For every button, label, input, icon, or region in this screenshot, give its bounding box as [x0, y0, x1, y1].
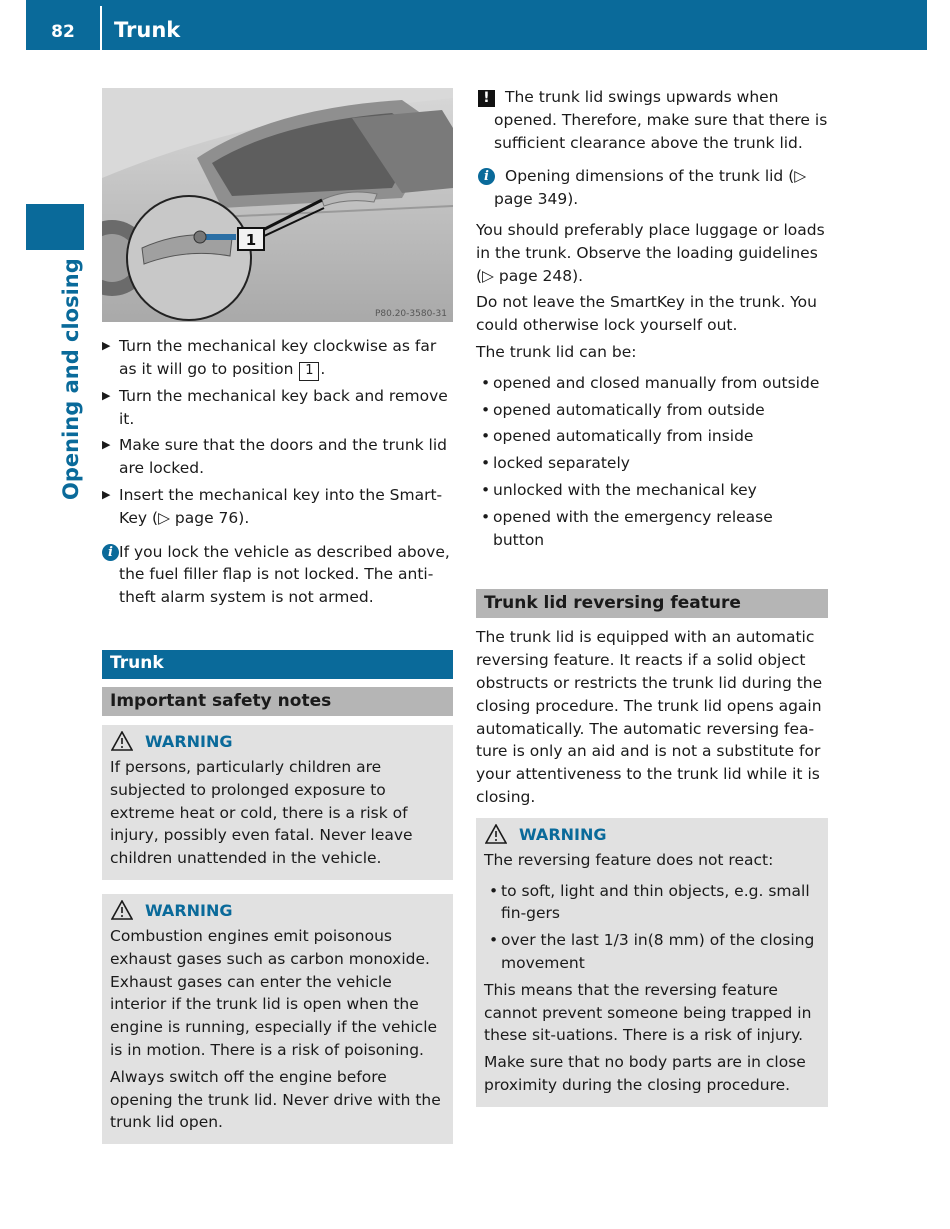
warning-label: WARNING: [519, 824, 607, 844]
step-text: Turn the mechanical key back and remove it.: [119, 386, 448, 428]
warning-triangle-icon: [111, 731, 133, 751]
subsection-heading-safety: Important safety notes: [102, 687, 453, 716]
step-item: [102, 484, 453, 530]
warning-label: WARNING: [145, 900, 233, 920]
chapter-label: Opening and closing: [59, 258, 83, 500]
trunk-lid-options-list: [476, 372, 828, 552]
arrow-right-icon: ▶: [102, 487, 111, 501]
bullet-icon: •: [489, 931, 499, 950]
step-text: Turn the mechanical key clockwise as far as it will go to position: [119, 337, 437, 378]
list-item: • over the last 1/3 in(8 mm) of the closing movement: [489, 931, 815, 972]
list-item: • opened and closed manually from outside: [476, 372, 828, 395]
step-item: [102, 434, 453, 480]
subsection-heading-reversing: Trunk lid reversing feature: [476, 589, 828, 618]
bullet-icon: •: [481, 373, 491, 392]
warning-text: This means that the reversing feature cannot prevent someone being trapped in these sit-uations. There is a risk of injury.: [484, 980, 812, 1045]
warning-bullet-list: [484, 880, 820, 975]
image-code: P80.20-3580-31: [374, 309, 447, 319]
warning-box: [476, 818, 828, 1107]
info-icon: i: [102, 544, 119, 561]
header-divider: [100, 6, 102, 50]
info-icon: i: [478, 168, 495, 185]
body-paragraph: The trunk lid can be:: [476, 342, 637, 361]
chapter-tab: [26, 204, 84, 250]
list-item: • opened with the emergency release button: [481, 507, 773, 549]
step-text: Insert the mechanical key into the Smart-Key (▷ page 76).: [119, 485, 443, 527]
list-item: • locked separately: [476, 452, 828, 475]
section-heading-trunk: Trunk: [102, 650, 453, 679]
callout-number: 1: [245, 231, 257, 249]
position-marker: 1: [299, 362, 319, 381]
list-item: • unlocked with the mechanical key: [476, 479, 828, 502]
body-paragraph: You should preferably place luggage or loads in the trunk. Observe the loading guidelines (▷ page 248).: [476, 220, 825, 285]
info-note: [476, 165, 828, 211]
warning-heading: [110, 897, 445, 925]
warning-heading: [110, 728, 445, 756]
page-header: [26, 0, 927, 50]
list-item: • opened automatically from outside: [476, 399, 828, 422]
page-title: Trunk: [114, 18, 181, 42]
body-paragraph: The trunk lid is equipped with an automatic reversing feature. It reacts if a solid object obstructs or restricts the trunk lid during the closing procedure. The trunk lid opens again automatically. The automatic reversing fea-ture is only an aid and is not a substitute for your attentiveness to the trunk lid while it is closing.: [476, 628, 823, 806]
bullet-icon: •: [489, 881, 499, 900]
bullet-icon: •: [481, 480, 491, 499]
warning-text: Make sure that no body parts are in close proximity during the closing procedure.: [484, 1053, 806, 1094]
arrow-right-icon: ▶: [102, 438, 111, 452]
warning-text: Always switch off the engine before opening the trunk lid. Never drive with the trunk lid open.: [110, 1067, 441, 1132]
warning-triangle-icon: [111, 900, 133, 920]
step-item: ▶ Turn the mechanical key clockwise as far as it will go to position 1 .: [102, 335, 453, 381]
bullet-icon: •: [481, 454, 491, 473]
right-column: [476, 86, 828, 1107]
warning-triangle-icon: [485, 824, 507, 844]
list-item: • opened automatically from inside: [476, 425, 828, 448]
warning-text: Combustion engines emit poisonous exhaust gases such as carbon monoxide. Exhaust gases can enter the vehicle interior if the trunk lid is open when the engine is running, especially if the vehicle is in motion. There is a risk of poisoning.: [110, 926, 438, 1059]
body-paragraph: Do not leave the SmartKey in the trunk. You could otherwise lock yourself out.: [476, 293, 817, 335]
info-text: If you lock the vehicle as described above, the fuel filler flap is not locked. The anti-theft alarm system is not armed.: [119, 542, 450, 607]
attention-text: The trunk lid swings upwards when opened. Therefore, make sure that there is sufficient clearance above the trunk lid.: [494, 88, 828, 152]
warning-text: The reversing feature does not react:: [484, 850, 774, 869]
warning-heading: [484, 821, 820, 849]
info-text: Opening dimensions of the trunk lid (▷ page 349).: [494, 167, 807, 209]
warning-box: [102, 725, 453, 880]
warning-box: [102, 894, 453, 1144]
bullet-icon: •: [481, 427, 491, 446]
info-note: [102, 541, 453, 609]
arrow-right-icon: ▶: [102, 339, 111, 352]
bullet-icon: •: [481, 400, 491, 419]
trunk-lock-photo: [102, 88, 453, 322]
step-text: Make sure that the doors and the trunk lid are locked.: [119, 436, 448, 478]
instruction-steps: [102, 335, 453, 530]
left-column: [102, 88, 453, 1144]
exclamation-icon: !: [478, 90, 495, 107]
warning-label: WARNING: [145, 731, 233, 751]
attention-note: [476, 86, 828, 154]
arrow-right-icon: ▶: [102, 388, 111, 402]
list-item: • to soft, light and thin objects, e.g. small fin-gers: [489, 881, 810, 923]
page-number: 82: [51, 22, 75, 42]
warning-text: If persons, particularly children are subjected to prolonged exposure to extreme heat or cold, there is a risk of injury, possibly even fatal. Never leave children unattended in the vehicle.: [110, 757, 413, 868]
step-item: [102, 385, 453, 431]
car-door-illustration: [102, 88, 453, 322]
bullet-icon: •: [481, 507, 491, 526]
